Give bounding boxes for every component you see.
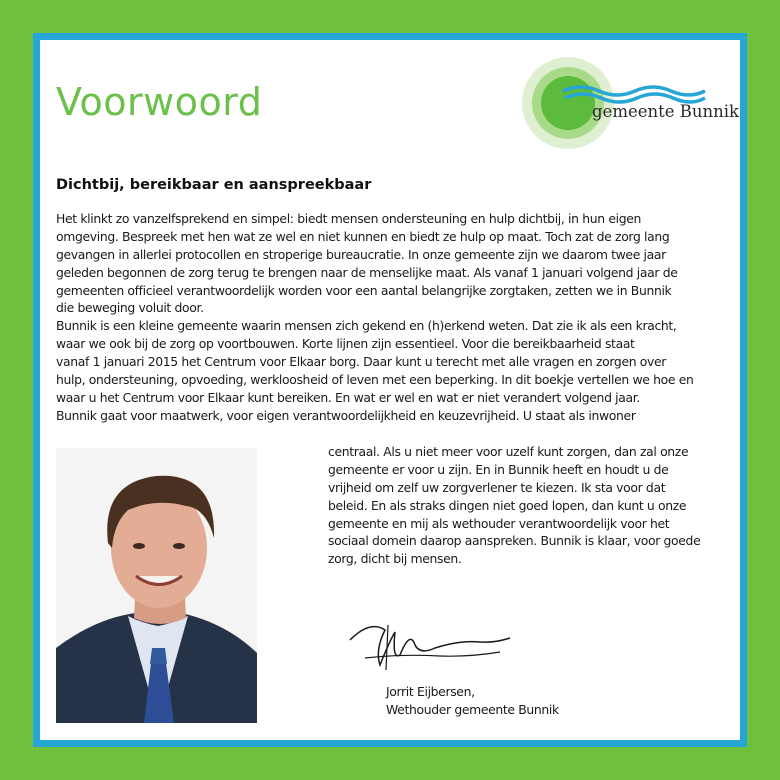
portrait-photo bbox=[56, 448, 257, 723]
text-line: Bunnik is een kleine gemeente waarin mensen zich gekend en (h)erkend weten. Dat zie ik als een kracht, bbox=[56, 318, 677, 334]
text-line: beleid. En als straks dingen niet goed lopen, dan kunt u onze bbox=[328, 497, 687, 513]
text-line: gemeenten officieel verantwoordelijk worden voor een aantal belangrijke zorgtaken, zetten we in Bunnik bbox=[56, 282, 672, 298]
article-body bbox=[56, 210, 736, 425]
text-line: waar we ook bij de zorg op voortbouwen. Korte lijnen zijn essentieel. Voor die bereikbaarheid staat bbox=[56, 336, 635, 352]
text-line: Het klinkt zo vanzelfsprekend en simpel: biedt mensen ondersteuning en hulp dichtbij, in hun eigen bbox=[56, 211, 641, 226]
page-title: Voorwoord bbox=[56, 80, 263, 124]
text-line: die beweging voluit door. bbox=[56, 300, 204, 316]
signoff-name: Jorrit Eijbersen, bbox=[386, 684, 475, 699]
logo-text: gemeente Bunnik bbox=[592, 102, 740, 121]
text-line: waar u het Centrum voor Elkaar kunt bereiken. En wat er wel en wat er niet verandert volgend jaar. bbox=[56, 389, 640, 405]
document-page bbox=[40, 40, 740, 740]
article-body-wrap bbox=[328, 443, 733, 568]
text-line: gemeente en mij als wethouder verantwoordelijk voor het bbox=[328, 515, 670, 531]
text-line: vanaf 1 januari 2015 het Centrum voor Elkaar borg. Daar kunt u terecht met alle vragen en zorgen over bbox=[56, 354, 667, 370]
text-line: omgeving. Bespreek met hen wat ze wel en niet kunnen en biedt ze hulp op maat. Toch zat de zorg lang bbox=[56, 228, 670, 244]
text-line: gevangen in allerlei protocollen en stroperige bureaucratie. In onze gemeente zijn we daarom twee jaar bbox=[56, 246, 666, 262]
text-line: zorg, dicht bij mensen. bbox=[328, 551, 462, 567]
article-heading: Dichtbij, bereikbaar en aanspreekbaar bbox=[56, 177, 372, 193]
text-line: geleden begonnen de zorg terug te brengen naar de menselijke maat. Als vanaf 1 januari volgend jaar de bbox=[56, 264, 678, 280]
text-line: centraal. Als u niet meer voor uzelf kunt zorgen, dan zal onze bbox=[328, 444, 689, 459]
text-line: Bunnik gaat voor maatwerk, voor eigen verantwoordelijkheid en keuzevrijheid. U staat als inwoner bbox=[56, 407, 636, 423]
signoff bbox=[386, 683, 559, 719]
text-line: gemeente er voor u zijn. En in Bunnik heeft en houdt u de bbox=[328, 461, 669, 477]
text-line: sociaal domein daarop aanspreken. Bunnik is klaar, voor goede bbox=[328, 533, 701, 549]
signoff-role: Wethouder gemeente Bunnik bbox=[386, 702, 559, 717]
handwritten-signature bbox=[340, 610, 520, 680]
text-line: hulp, ondersteuning, opvoeding, werkloosheid of leven met een beperking. In dit boekje vertellen we hoe en bbox=[56, 372, 694, 388]
text-line: vrijheid om zelf uw zorgverlener te kiezen. Ik sta voor dat bbox=[328, 479, 666, 495]
